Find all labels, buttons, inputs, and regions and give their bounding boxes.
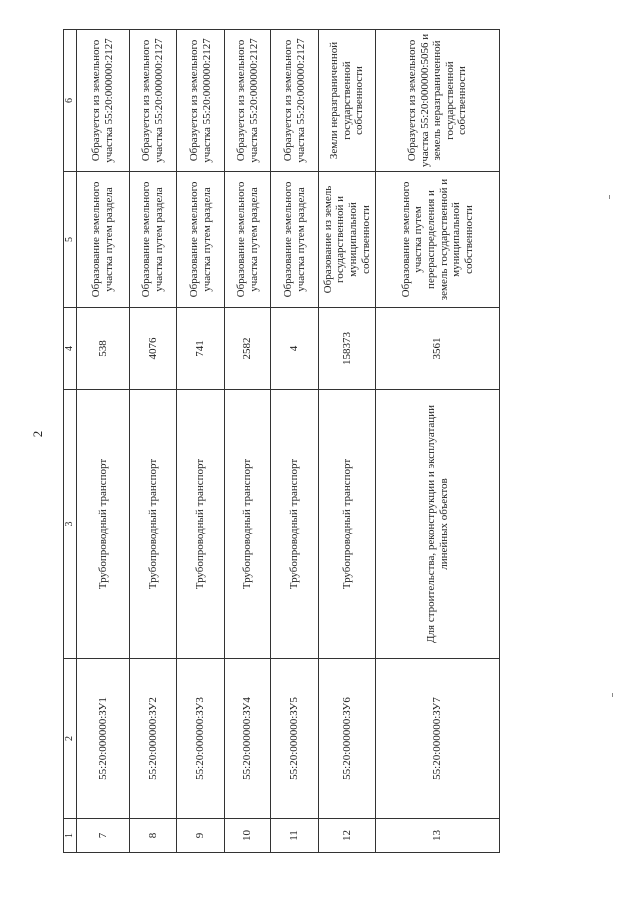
formation-method: Образование земельного участка путем раздела xyxy=(271,172,319,308)
plot-area: 2582 xyxy=(225,308,271,390)
source-note: Образуется из земельного участка 55:20:000000:2127 xyxy=(130,30,177,172)
formation-method: Образование земельного участка путем раздела xyxy=(225,172,271,308)
permitted-use: Трубопроводный транспорт xyxy=(130,390,177,659)
formation-method: Образование земельного участка путем перераспределения и земель государственной и муниципальной собственности xyxy=(376,172,500,308)
table-row xyxy=(130,30,177,853)
permitted-use: Трубопроводный транспорт xyxy=(225,390,271,659)
plot-area: 741 xyxy=(177,308,225,390)
row-number: 9 xyxy=(177,819,225,853)
cadastral-number: 55:20:000000:ЗУ5 xyxy=(271,659,319,819)
table-row xyxy=(225,30,271,853)
row-number: 7 xyxy=(77,819,130,853)
row-number: 13 xyxy=(376,819,500,853)
cadastral-number: 55:20:000000:ЗУ6 xyxy=(319,659,376,819)
permitted-use: Для строительства, реконструкции и эксплуатации линейных объектов xyxy=(376,390,500,659)
permitted-use: Трубопроводный транспорт xyxy=(271,390,319,659)
scan-speck xyxy=(612,693,613,697)
column-number: 5 xyxy=(64,172,77,308)
cadastral-number: 55:20:000000:ЗУ7 xyxy=(376,659,500,819)
column-number: 4 xyxy=(64,308,77,390)
cadastral-number: 55:20:000000:ЗУ3 xyxy=(177,659,225,819)
cadastral-number: 55:20:000000:ЗУ1 xyxy=(77,659,130,819)
permitted-use: Трубопроводный транспорт xyxy=(77,390,130,659)
table-row xyxy=(271,30,319,853)
plot-area: 4076 xyxy=(130,308,177,390)
table-row xyxy=(376,30,500,853)
source-note: Образуется из земельного участка 55:20:000000:2127 xyxy=(77,30,130,172)
formation-method: Образование земельного участка путем раздела xyxy=(130,172,177,308)
plot-area: 4 xyxy=(271,308,319,390)
table-row xyxy=(177,30,225,853)
plot-area: 158373 xyxy=(319,308,376,390)
source-note: Образуется из земельного участка 55:20:000000:5056 и земель неразграниченной государственной собственности xyxy=(376,30,500,172)
formation-method: Образование из земель государственной и муниципальной собственности xyxy=(319,172,376,308)
column-number-row xyxy=(64,30,77,853)
table-row xyxy=(319,30,376,853)
row-number: 8 xyxy=(130,819,177,853)
land-plots-table xyxy=(63,29,500,853)
permitted-use: Трубопроводный транспорт xyxy=(319,390,376,659)
cadastral-number: 55:20:000000:ЗУ4 xyxy=(225,659,271,819)
plot-area: 538 xyxy=(77,308,130,390)
source-note: Образуется из земельного участка 55:20:000000:2127 xyxy=(225,30,271,172)
table-frame xyxy=(63,30,499,853)
column-number: 1 xyxy=(64,819,77,853)
source-note: Образуется из земельного участка 55:20:000000:2127 xyxy=(271,30,319,172)
column-number: 3 xyxy=(64,390,77,659)
row-number: 10 xyxy=(225,819,271,853)
rotated-sheet xyxy=(63,30,499,853)
source-note: Земли неразграниченной государственной собственности xyxy=(319,30,376,172)
formation-method: Образование земельного участка путем раздела xyxy=(177,172,225,308)
row-number: 12 xyxy=(319,819,376,853)
cadastral-number: 55:20:000000:ЗУ2 xyxy=(130,659,177,819)
column-number: 6 xyxy=(64,30,77,172)
table-row xyxy=(77,30,130,853)
page-number: 2 xyxy=(30,430,45,438)
source-note: Образуется из земельного участка 55:20:000000:2127 xyxy=(177,30,225,172)
row-number: 11 xyxy=(271,819,319,853)
plot-area: 3561 xyxy=(376,308,500,390)
column-number: 2 xyxy=(64,659,77,819)
formation-method: Образование земельного участка путем раздела xyxy=(77,172,130,308)
permitted-use: Трубопроводный транспорт xyxy=(177,390,225,659)
scan-speck xyxy=(609,195,610,199)
